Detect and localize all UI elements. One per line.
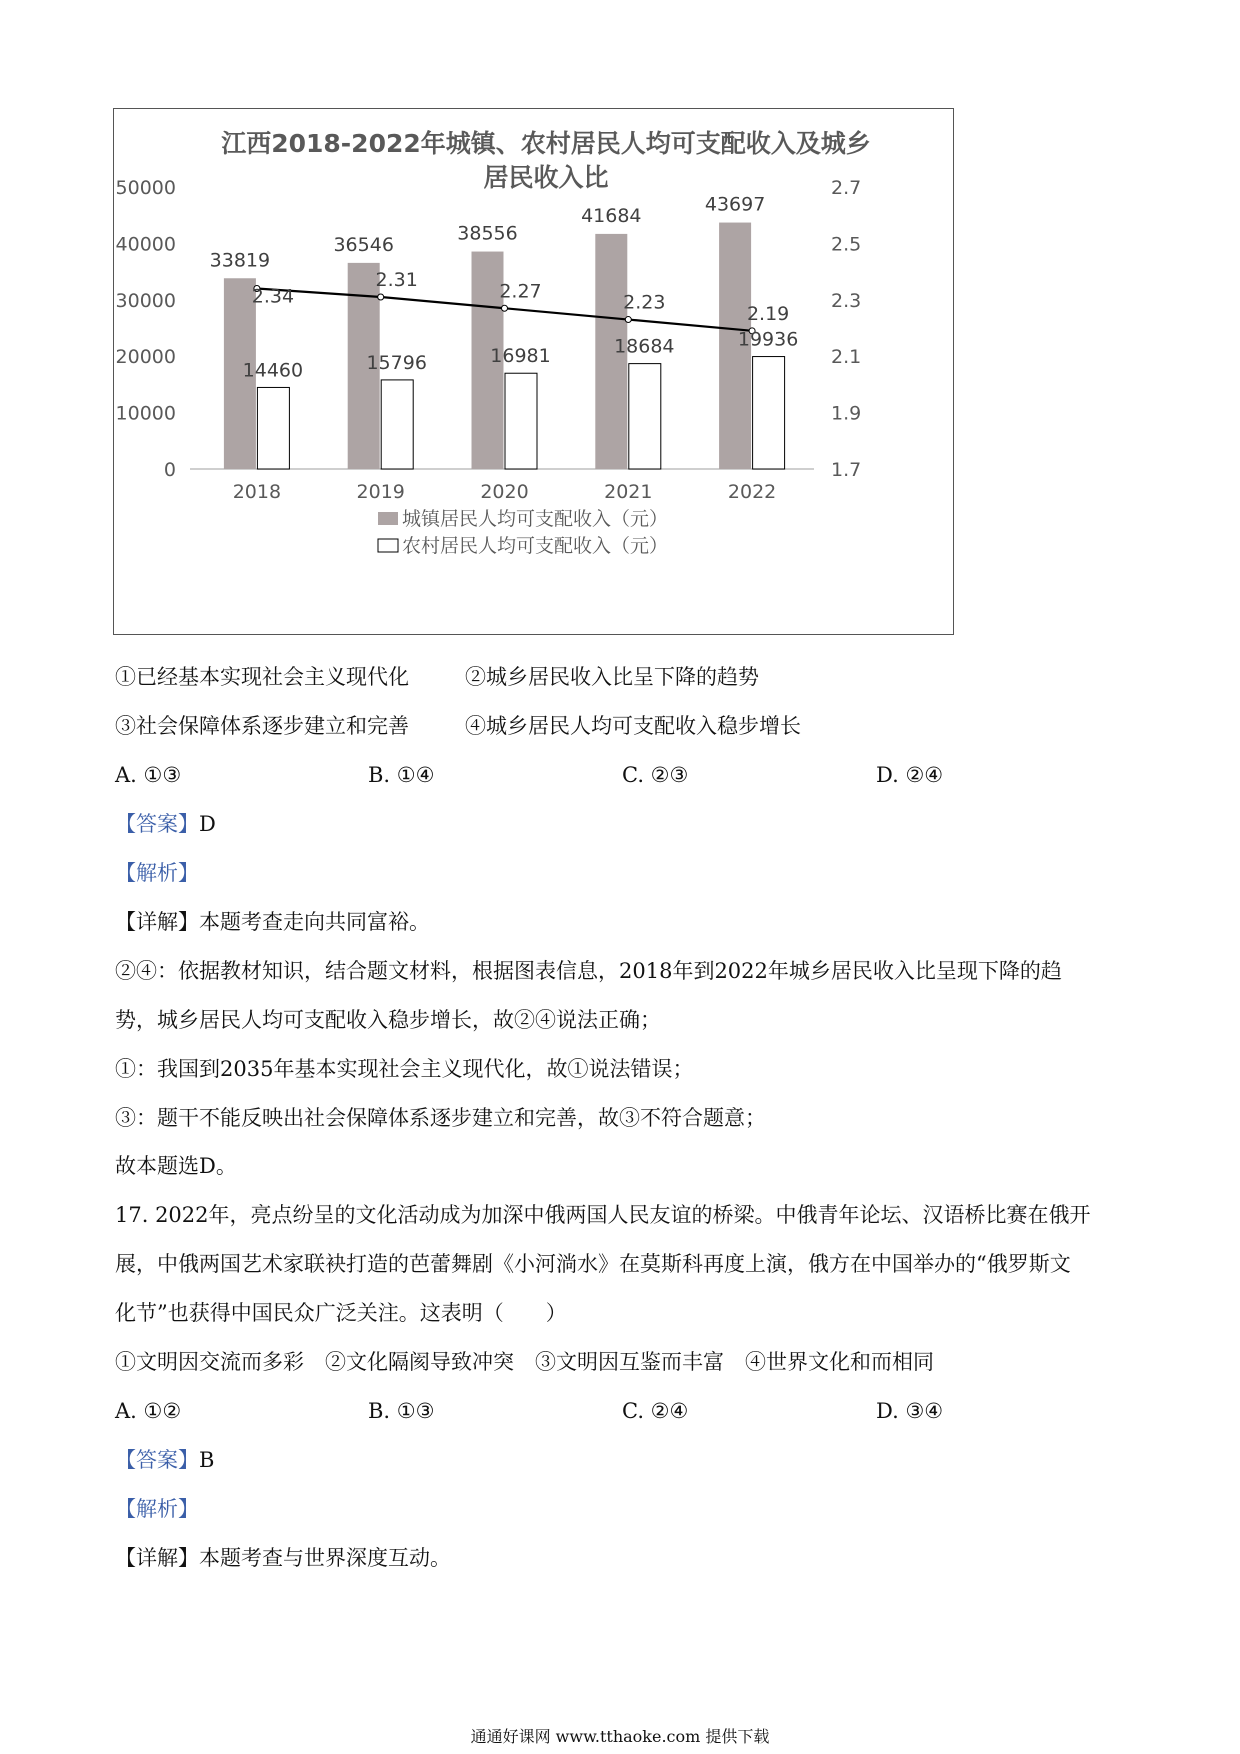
y-right-tick-label: 2.1 <box>831 346 862 369</box>
legend-swatch-urban <box>378 512 398 525</box>
data-label-rural: 15796 <box>366 351 427 374</box>
chart-title-line-1: 江西2018-2022年城镇、农村居民人均可支配收入及城乡 <box>221 129 871 158</box>
q17-choice-d: D. ③④ <box>876 1399 944 1423</box>
data-label-ratio: 2.23 <box>623 291 666 314</box>
page-footer: 通通好课网 www.tthaoke.com 提供下载 <box>470 1727 770 1746</box>
q17-choice-b: B. ①③ <box>368 1399 435 1423</box>
q17-answer-label: 【答案】 <box>115 1448 199 1472</box>
bar-rural-2022 <box>753 357 785 469</box>
data-label-urban: 33819 <box>209 249 271 272</box>
x-tick-label: 2018 <box>232 481 282 503</box>
q17-choice-a: A. ①② <box>115 1399 182 1423</box>
data-label-ratio: 2.34 <box>251 285 295 308</box>
y-left-tick-label: 20000 <box>115 346 176 369</box>
q17-answer-value: B <box>199 1448 215 1472</box>
q17-choice-c: C. ②④ <box>622 1399 689 1423</box>
y-left-tick-label: 40000 <box>115 233 176 256</box>
legend-label-urban: 城镇居民人均可支配收入（元） <box>402 508 669 530</box>
y-left-tick-label: 50000 <box>115 177 176 199</box>
data-label-urban: 36546 <box>333 233 394 256</box>
legend-swatch-rural <box>378 539 398 552</box>
q16-answer-value: D <box>199 812 216 836</box>
q17-stem-3: 化节”也获得中国民众广泛关注。这表明（ ） <box>115 1301 567 1325</box>
q17-stem-2: 展，中俄两国艺术家联袂打造的芭蕾舞剧《小河淌水》在莫斯科再度上演，俄方在中国举办的“俄罗斯文 <box>115 1252 1071 1276</box>
ratio-point <box>625 317 631 323</box>
q16-explanation-1a: ②④：依据教材知识，结合题文材料，根据图表信息，2018年到2022年城乡居民收入比呈现下降的趋 <box>115 959 1062 983</box>
data-label-rural: 14460 <box>242 359 304 382</box>
y-left-tick-label: 30000 <box>115 289 176 312</box>
data-label-rural: 18684 <box>614 335 675 358</box>
x-tick-label: 2021 <box>604 481 653 503</box>
q16-answer <box>115 809 216 839</box>
income-chart <box>113 108 954 635</box>
y-right-tick-label: 2.3 <box>831 289 862 312</box>
data-label-urban: 43697 <box>704 193 766 216</box>
q16-options-row-2 <box>115 711 801 741</box>
data-label-rural: 16981 <box>490 345 551 368</box>
q17-analysis-label: 【解析】 <box>115 1497 199 1521</box>
q17-detail: 【详解】本题考查与世界深度互动。 <box>115 1546 451 1570</box>
q16-choice-a: A. ①③ <box>115 763 182 787</box>
y-left-tick-label: 10000 <box>115 402 176 425</box>
q16-conclusion: 故本题选D。 <box>115 1154 237 1178</box>
x-tick-label: 2020 <box>480 481 529 503</box>
q17-stem-1: 17. 2022年，亮点纷呈的文化活动成为加深中俄两国人民友谊的桥梁。中俄青年论坛、汉语桥比赛在俄开 <box>115 1203 1091 1227</box>
q16-option-1: ①已经基本实现社会主义现代化 <box>115 665 409 689</box>
y-right-tick-label: 2.7 <box>831 177 862 199</box>
y-right-tick-label: 1.9 <box>831 402 862 425</box>
q16-choice-b: B. ①④ <box>368 763 435 787</box>
q16-choice-c: C. ②③ <box>622 763 689 787</box>
q17-options: ①文明因交流而多彩 ②文化隔阂导致冲突 ③文明因互鉴而丰富 ④世界文化和而相同 <box>115 1350 934 1374</box>
q16-options-row-1 <box>115 662 759 692</box>
data-label-rural: 19936 <box>737 328 799 351</box>
y-right-tick-label: 2.5 <box>831 233 862 256</box>
data-label-ratio: 2.27 <box>499 280 542 303</box>
bar-rural-2019 <box>381 380 413 469</box>
data-label-ratio: 2.31 <box>375 268 418 291</box>
q16-explanation-1b: 势，城乡居民人均可支配收入稳步增长，故②④说法正确； <box>115 1008 661 1032</box>
q16-option-3: ③社会保障体系逐步建立和完善 <box>115 714 409 738</box>
y-left-tick-label: 0 <box>163 459 176 481</box>
chart-title-line-2: 居民收入比 <box>483 163 609 192</box>
q16-detail: 【详解】本题考查走向共同富裕。 <box>115 910 430 934</box>
x-tick-label: 2022 <box>727 481 777 503</box>
q16-option-4: ④城乡居民人均可支配收入稳步增长 <box>465 714 801 738</box>
bar-rural-2018 <box>257 387 289 469</box>
chart-canvas <box>114 109 953 634</box>
legend-label-rural: 农村居民人均可支配收入（元） <box>402 535 669 557</box>
bar-rural-2021 <box>629 364 661 469</box>
q16-choice-d: D. ②④ <box>876 763 944 787</box>
ratio-point <box>378 294 384 300</box>
q17-answer <box>115 1445 214 1475</box>
bar-rural-2020 <box>505 373 537 469</box>
q16-answer-label: 【答案】 <box>115 812 199 836</box>
q16-explanation-2: ①：我国到2035年基本实现社会主义现代化，故①说法错误； <box>115 1057 694 1081</box>
ratio-point <box>502 305 508 311</box>
data-label-ratio: 2.19 <box>746 302 790 325</box>
q16-option-2: ②城乡居民收入比呈下降的趋势 <box>465 665 759 689</box>
q16-explanation-3: ③：题干不能反映出社会保障体系逐步建立和完善，故③不符合题意； <box>115 1106 766 1130</box>
y-right-tick-label: 1.7 <box>831 459 862 481</box>
x-tick-label: 2019 <box>356 481 405 503</box>
data-label-urban: 41684 <box>581 204 642 227</box>
q16-analysis-label: 【解析】 <box>115 861 199 885</box>
data-label-urban: 38556 <box>457 222 518 245</box>
